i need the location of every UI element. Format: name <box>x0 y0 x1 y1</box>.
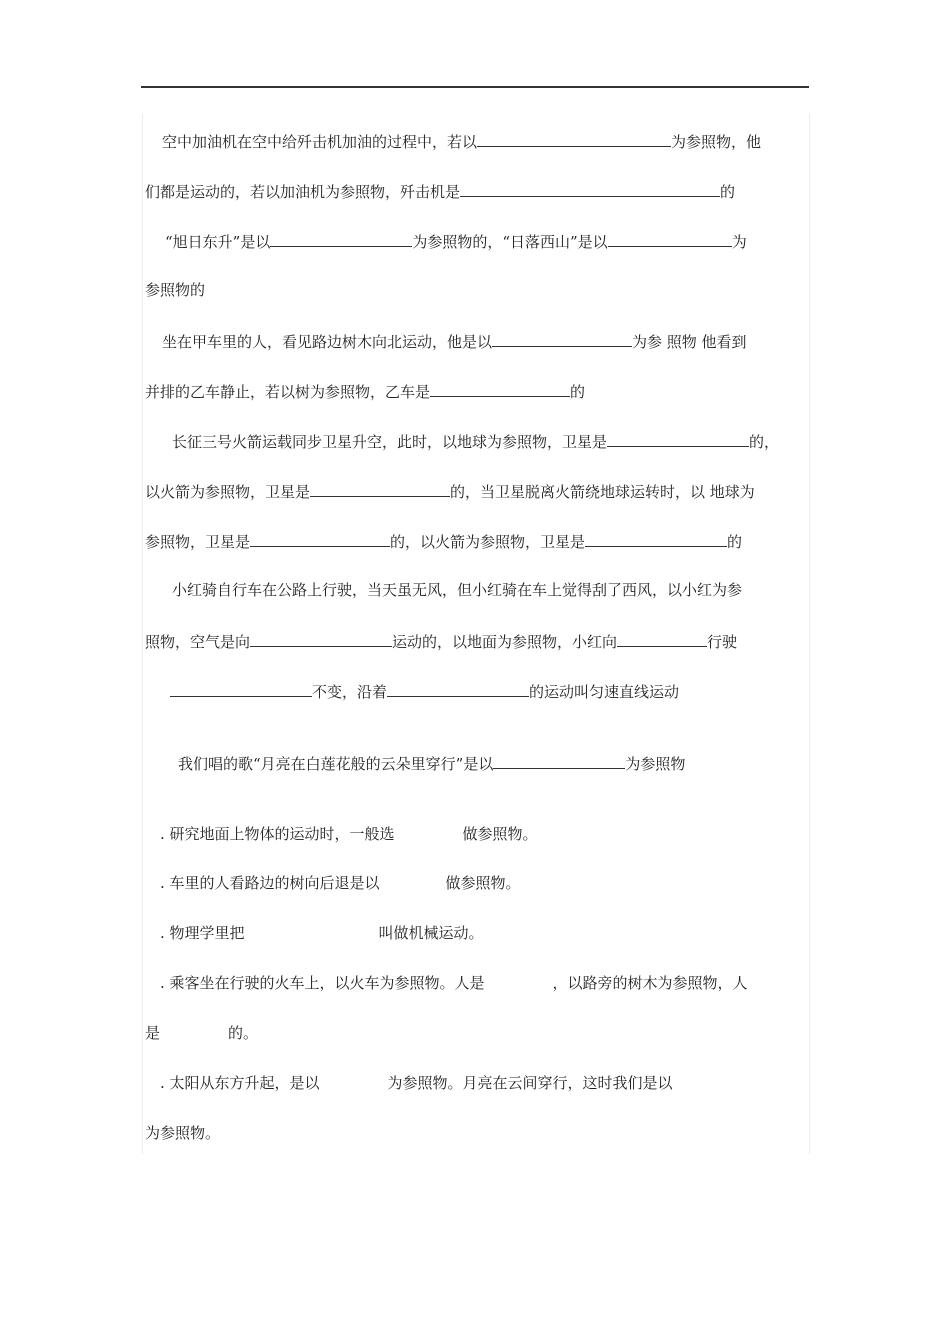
p4-text-f: 的，以火箭为参照物，卫星是 <box>390 533 586 551</box>
p2-line1 <box>165 230 747 252</box>
answer-blank[interactable] <box>477 130 671 147</box>
answer-blank[interactable] <box>170 680 312 697</box>
q2-text-a: . 车里的人看路边的树向后退是以 <box>160 874 380 892</box>
q5-text-a: . 太阳从东方升起，是以 <box>160 1074 320 1092</box>
question-4-line2 <box>145 1023 258 1043</box>
p6-text-b: 的运动叫匀速直线运动 <box>529 683 680 701</box>
answer-blank[interactable] <box>492 330 632 347</box>
p1-text-c: 们都是运动的，若以加油机为参照物，歼击机是 <box>145 183 461 201</box>
p5-text-d: 行驶 <box>707 633 738 651</box>
p5-text-b: 照物，空气是向 <box>145 633 251 651</box>
p1-text-a: 空中加油机在空中给歼击机加油的过程中，若以 <box>162 133 478 151</box>
answer-blank[interactable] <box>250 630 392 647</box>
p7-text-a: 我们唱的歌“月亮在白莲花般的云朵里穿行”是以 <box>178 755 494 773</box>
q4-text-a: . 乘客坐在行驶的火车上，以火车为参照物。人是 <box>160 974 485 992</box>
p4-text-d: 的，当卫星脱离火箭绕地球运转时，以 地球为 <box>450 483 755 501</box>
p4-line3 <box>145 530 742 552</box>
answer-blank[interactable] <box>585 530 727 547</box>
p4-text-c: 以火箭为参照物，卫星是 <box>145 483 311 501</box>
p6-text-a: 不变，沿着 <box>312 683 388 701</box>
p3-line2 <box>145 380 585 402</box>
p1-line2 <box>145 180 735 202</box>
answer-blank[interactable] <box>430 380 570 397</box>
answer-blank[interactable] <box>608 230 732 247</box>
question-5-line2 <box>145 1123 220 1143</box>
answer-blank[interactable] <box>617 630 707 647</box>
p4-text-b: 的， <box>749 433 780 451</box>
answer-blank[interactable] <box>270 230 412 247</box>
p5-text-a: 小红骑自行车在公路上行驶，当天虽无风，但小红骑在车上觉得刮了西风，以小红为参 <box>172 581 743 599</box>
q1-text-a: . 研究地面上物体的运动时，一般选 <box>160 825 395 843</box>
p2-text-d: 参照物的 <box>145 281 206 299</box>
p3-text-b: 为参 照物 他看到 <box>632 333 747 351</box>
p2-line2 <box>145 280 205 300</box>
p2-text-b: 为参照物的，“日落西山”是以 <box>412 233 608 251</box>
q3-text-a: . 物理学里把 <box>160 924 245 942</box>
p4-text-a: 长征三号火箭运载同步卫星升空，此时，以地球为参照物，卫星是 <box>172 433 608 451</box>
p7-text-b: 为参照物 <box>625 755 686 773</box>
answer-blank[interactable] <box>460 180 720 197</box>
q4-text-c: 是 <box>145 1024 161 1042</box>
q2-text-b: 做参照物。 <box>445 874 521 892</box>
p3-text-a: 坐在甲车里的人，看见路边树木向北运动，他是以 <box>162 333 493 351</box>
q4-text-d: 的。 <box>228 1024 259 1042</box>
p2-text-a: “旭日东升”是以 <box>165 233 271 251</box>
answer-blank[interactable] <box>310 480 450 497</box>
p6-line1 <box>170 680 679 702</box>
q4-text-b: ，以路旁的树木为参照物，人 <box>552 974 748 992</box>
p4-text-g: 的 <box>727 533 743 551</box>
header-rule <box>141 86 809 88</box>
q3-text-b: 叫做机械运动。 <box>378 924 484 942</box>
p5-text-c: 运动的，以地面为参照物，小红向 <box>392 633 618 651</box>
p7-line1 <box>178 752 685 774</box>
question-3 <box>160 923 484 943</box>
answer-blank[interactable] <box>250 530 390 547</box>
question-1 <box>160 824 538 844</box>
p1-line1 <box>162 130 761 152</box>
p4-line2 <box>145 480 755 502</box>
question-4-line1 <box>160 973 748 993</box>
p3-text-c: 并排的乙车静止，若以树为参照物，乙车是 <box>145 383 431 401</box>
q1-text-b: 做参照物。 <box>462 825 538 843</box>
p5-line2 <box>145 630 737 652</box>
question-5-line1 <box>160 1073 673 1093</box>
q5-text-c: 为参照物。 <box>145 1124 221 1142</box>
p3-text-d: 的 <box>570 383 586 401</box>
p5-line1 <box>172 580 742 600</box>
answer-blank[interactable] <box>607 430 749 447</box>
p1-text-b: 为参照物，他 <box>671 133 762 151</box>
p1-text-d: 的 <box>720 183 736 201</box>
p2-text-c: 为 <box>731 233 747 251</box>
p3-line1 <box>162 330 747 352</box>
answer-blank[interactable] <box>387 680 529 697</box>
answer-blank[interactable] <box>493 752 625 769</box>
p4-text-e: 参照物，卫星是 <box>145 533 251 551</box>
q5-text-b: 为参照物。月亮在云间穿行，这时我们是以 <box>387 1074 673 1092</box>
question-2 <box>160 873 521 893</box>
p4-line1 <box>172 430 779 452</box>
